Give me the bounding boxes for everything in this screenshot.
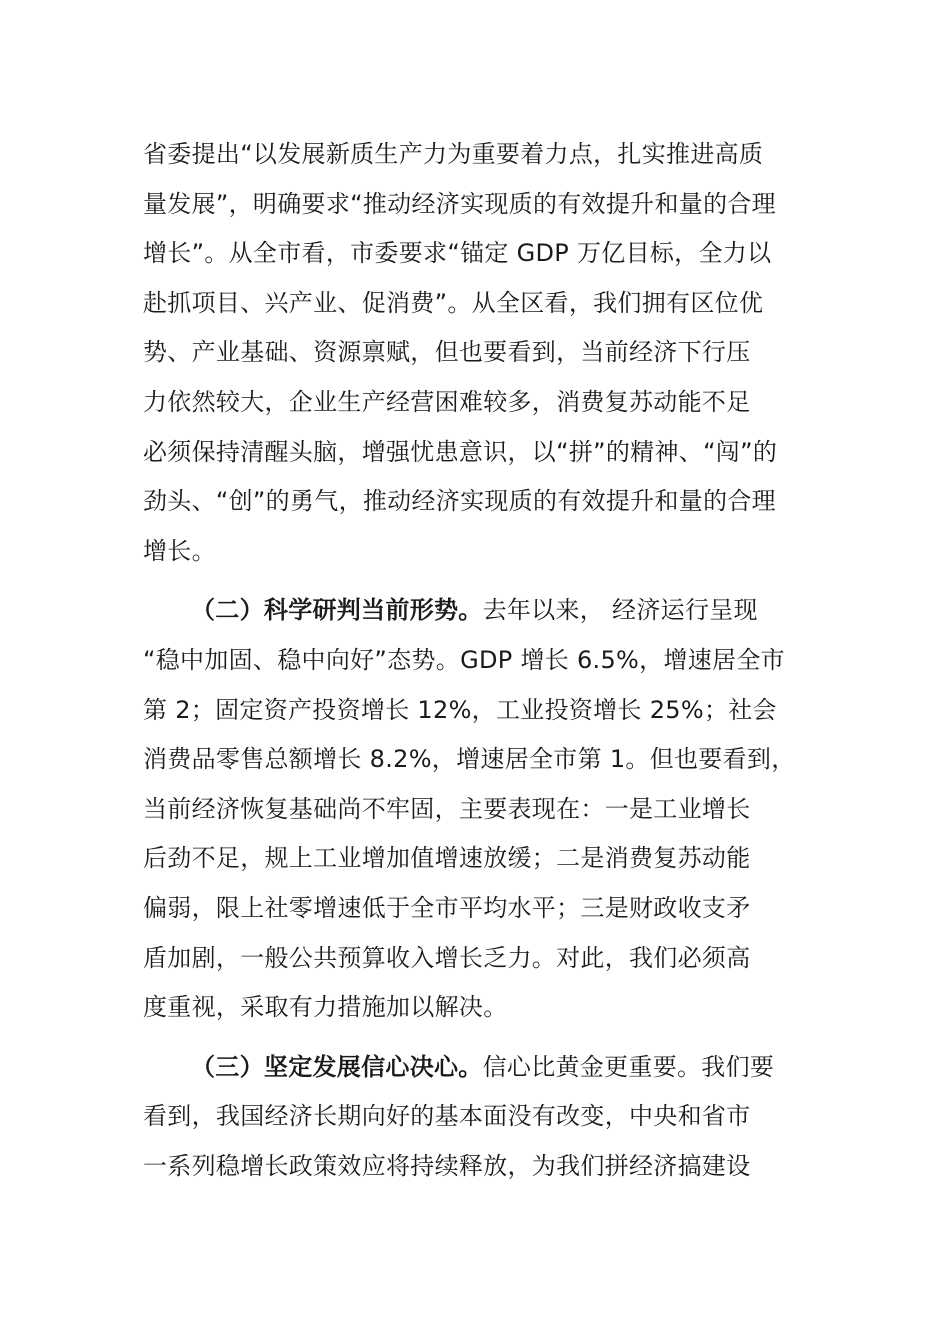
first-line-text: 信心比黄金更重要。我们要 — [482, 1052, 775, 1081]
paragraph-confidence — [143, 1043, 823, 1192]
text-line: 势、产业基础、资源禀赋，但也要看到，当前经济下行压 — [143, 338, 751, 367]
paragraph-spacer — [143, 576, 823, 586]
text-line: 增长”。从全市看，市委要求“锚定 GDP 万亿目标，全力以 — [143, 239, 772, 268]
text-line: 赴抓项目、兴产业、促消费”。从全区看，我们拥有区位优 — [143, 288, 764, 317]
paragraph-situation — [143, 586, 823, 1032]
section-heading: （二）科学研判当前形势。 — [191, 596, 483, 625]
paragraph-spacer — [143, 1033, 823, 1043]
document-body — [143, 130, 823, 1191]
first-line-text: 去年以来， 经济运行呈现 — [482, 596, 758, 625]
text-line: 消费品零售总额增长 8.2%，增速居全市第 1。但也要看到， — [143, 745, 796, 774]
text-line: “稳中加固、稳中向好”态势。GDP 增长 6.5%，增速居全市 — [143, 645, 785, 674]
text-line: 省委提出“以发展新质生产力为重要着力点，扎实推进高质 — [143, 140, 764, 168]
text-line: 第 2；固定资产投资增长 12%，工业投资增长 25%；社会 — [143, 695, 777, 724]
paragraph-context — [143, 130, 823, 576]
text-line: 后劲不足，规上工业增加值增速放缓；二是消费复苏动能 — [143, 844, 751, 873]
text-line: 必须保持清醒头脑，增强忧患意识，以“拼”的精神、“闯”的 — [143, 437, 778, 466]
text-line: 一系列稳增长政策效应将持续释放，为我们拼经济搞建设 — [143, 1151, 751, 1180]
text-line: 当前经济恢复基础尚不牢固，主要表现在：一是工业增长 — [143, 794, 751, 823]
text-line: 力依然较大，企业生产经营困难较多，消费复苏动能不足 — [143, 387, 751, 416]
paragraph-first-line — [143, 586, 823, 636]
text-line: 偏弱，限上社零增速低于全市平均水平；三是财政收支矛 — [143, 893, 751, 922]
text-line: 度重视，采取有力措施加以解决。 — [143, 993, 508, 1022]
text-line: 劲头、“创”的勇气，推动经济实现质的有效提升和量的合理 — [143, 487, 776, 516]
paragraph-first-line — [143, 1043, 823, 1093]
text-line: 看到，我国经济长期向好的基本面没有改变，中央和省市 — [143, 1102, 751, 1131]
section-heading: （三）坚定发展信心决心。 — [191, 1052, 483, 1081]
text-line: 量发展”，明确要求“推动经济实现质的有效提升和量的合理 — [143, 189, 776, 218]
text-line: 增长。 — [143, 536, 216, 565]
text-line: 盾加剧，一般公共预算收入增长乏力。对此，我们必须高 — [143, 943, 751, 972]
